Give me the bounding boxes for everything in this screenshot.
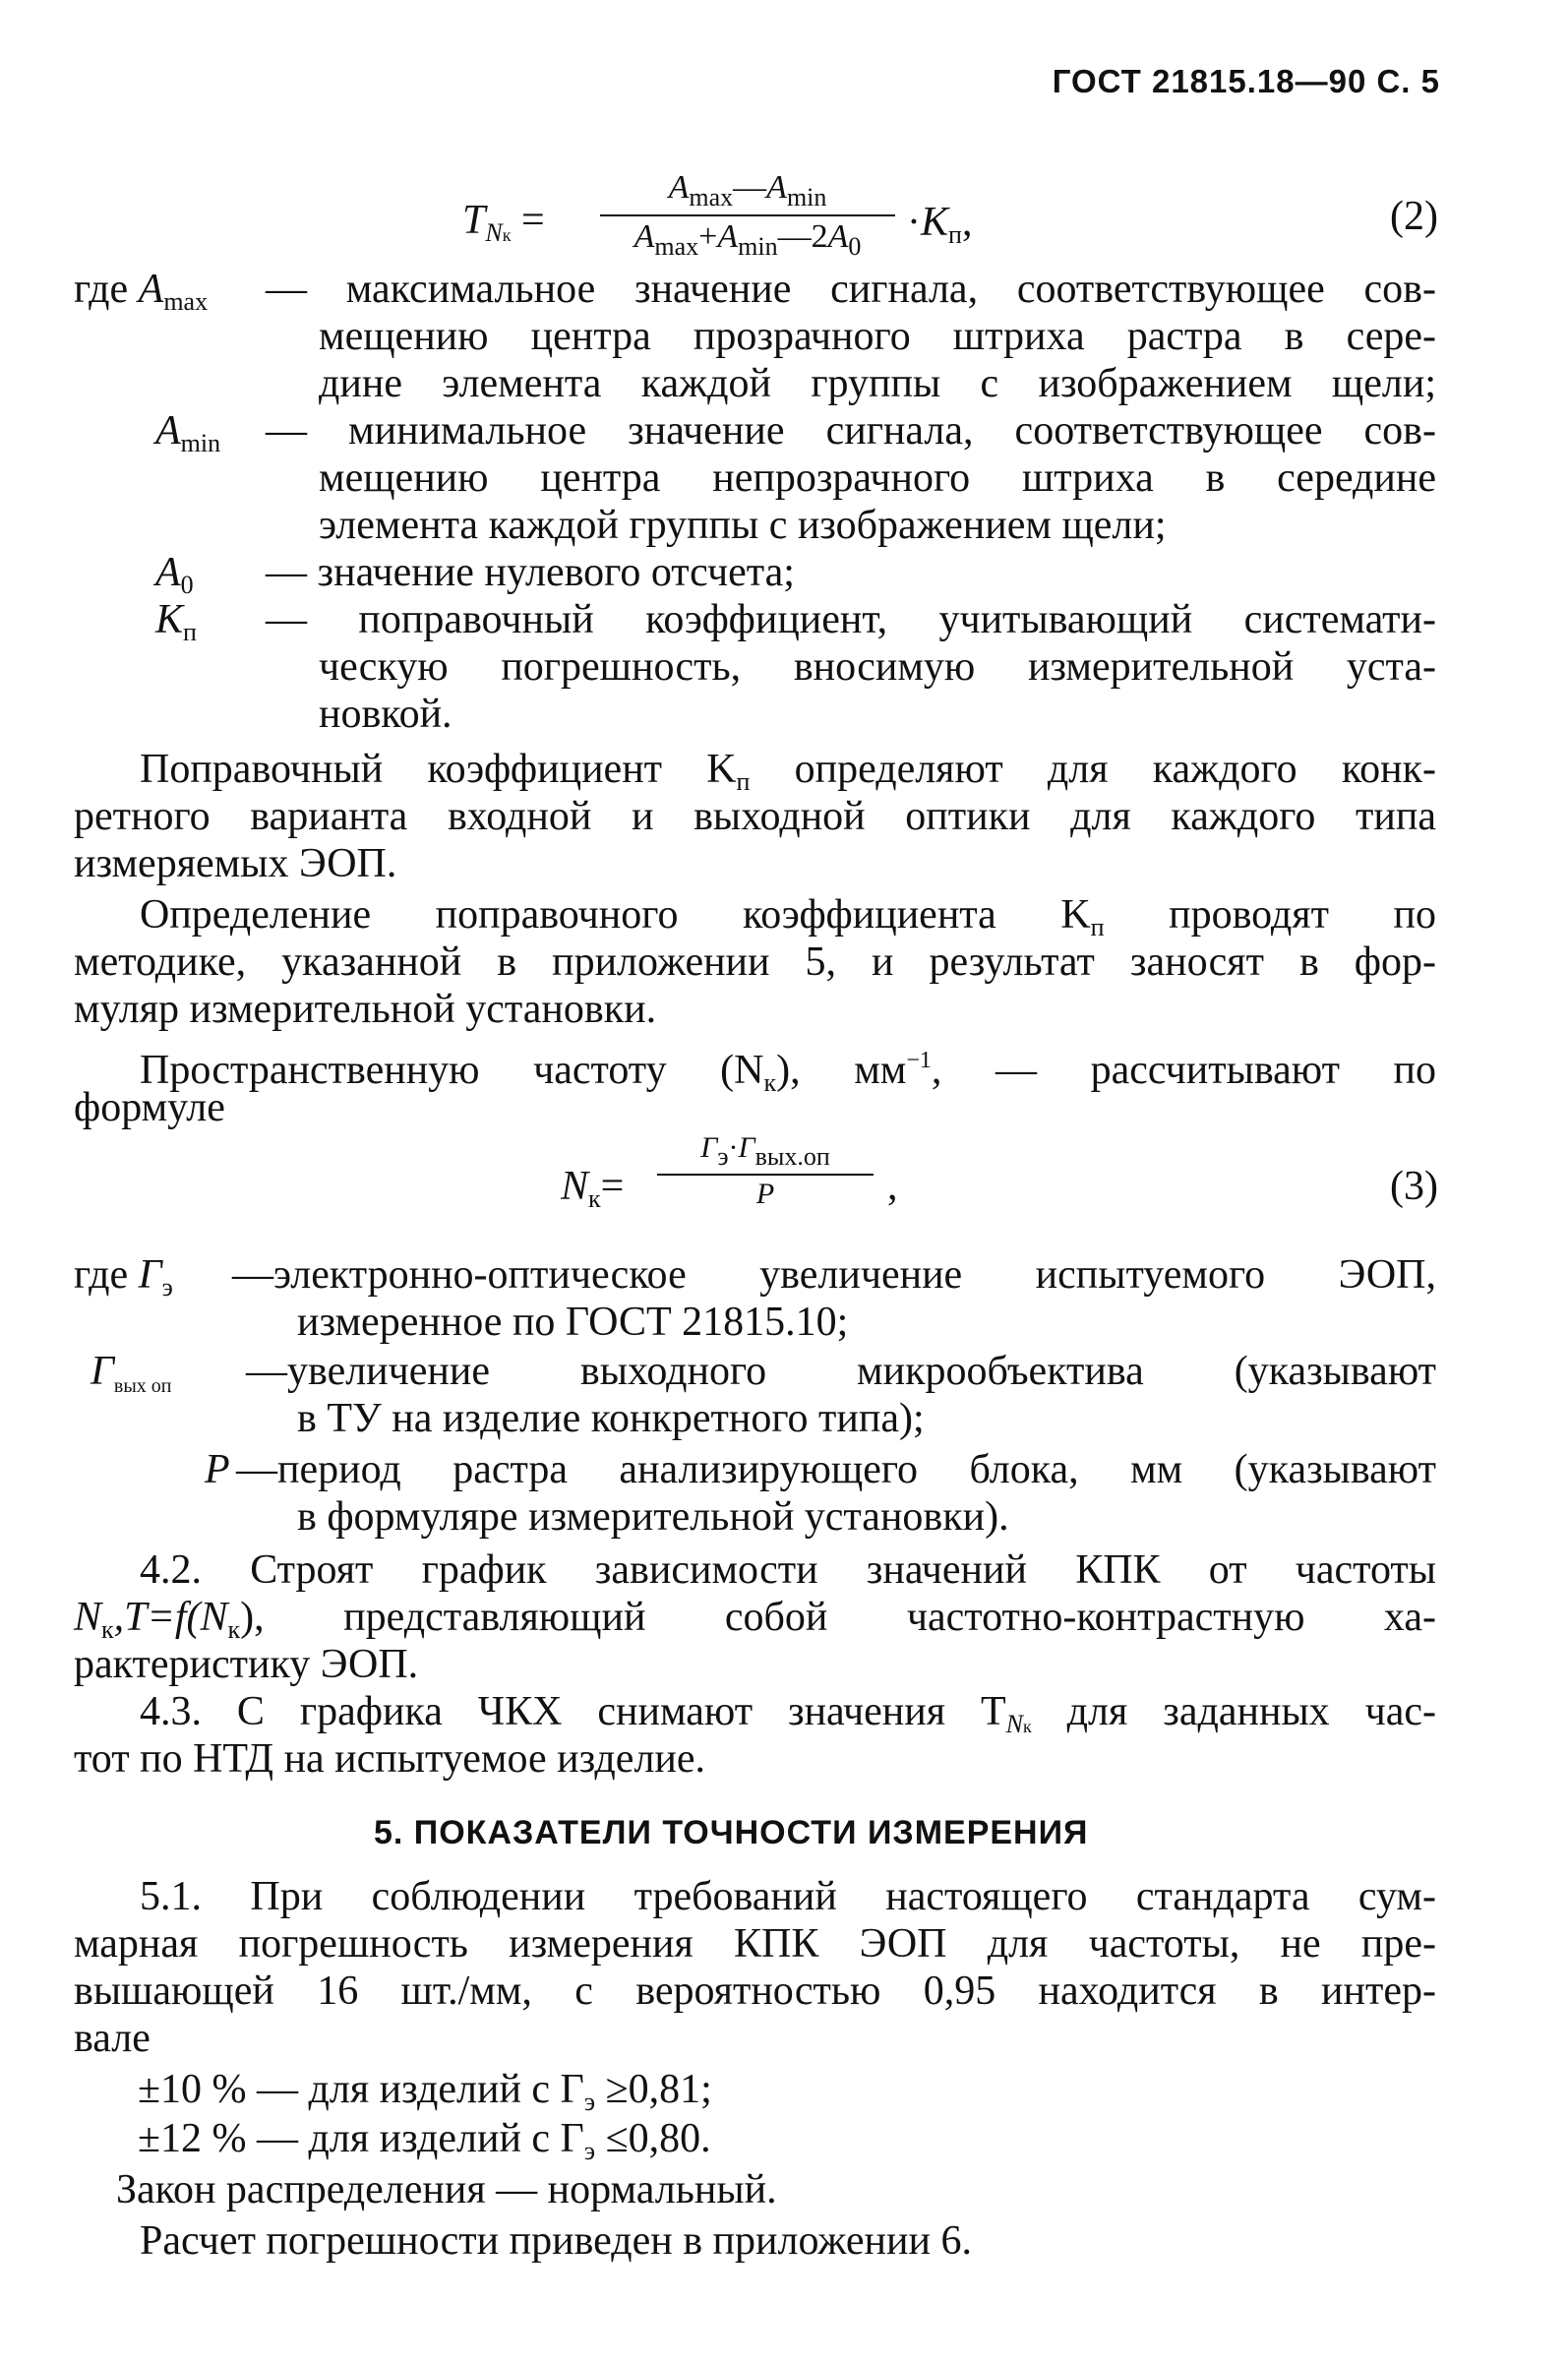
formula-3-tail: ,: [887, 1164, 898, 1209]
formula-3-denominator: P: [755, 1178, 775, 1210]
calculation-note: Расчет погрешности приведен в приложении 6.: [140, 2218, 972, 2264]
def-amax-line3: дине элемента каждой группы с изображением щели;: [319, 361, 1436, 406]
def-p-label: P: [205, 1447, 230, 1492]
formula-3-number: (3): [1390, 1164, 1438, 1209]
para2-line3: муляр измерительной установки.: [74, 987, 657, 1032]
range-1: ±10 % — для изделий с $Г_э \ge 0,81$;: [138, 2067, 712, 2116]
formula-3-fraction: [657, 1131, 874, 1211]
fraction-bar: [657, 1174, 874, 1176]
para51-line1: 5.1. При соблюдении требований настоящего стандарта сум-: [140, 1874, 1436, 1919]
def-amax-line2: мещению центра прозрачного штриха растра в сере-: [319, 314, 1436, 359]
def-gvyh-line2: в ТУ на изделие конкретного типа);: [297, 1396, 925, 1441]
para2-line2: методике, указанной в приложении 5, и результат заносят в фор-: [74, 939, 1436, 985]
def-amax-line1: — максимальное значение сигнала, соответствующее сов-: [266, 267, 1436, 312]
para42-line1: 4.2. Строят график зависимости значений КПК от частоты: [140, 1547, 1436, 1593]
para42-line3: рактеристику ЭОП.: [74, 1642, 419, 1687]
para3-line2: формуле: [74, 1085, 225, 1130]
para2-line1: Определение поправочного коэффициента $K_п$ проводят по: [140, 892, 1436, 941]
range-2: ±12 % — для изделий с $Г_э \le 0,80$.: [138, 2116, 711, 2165]
def-gvyh-label: $Г_{вых оп}$: [90, 1349, 172, 1397]
def-amin-line1: — минимальное значение сигнала, соответствующее сов-: [266, 408, 1436, 454]
para3-line1: Пространственную частоту $(N_к)$, $мм^{-1}$, — рассчитывают по: [140, 1048, 1436, 1097]
para1-line2: ретного варианта входной и выходной оптики для каждого типа: [74, 794, 1436, 839]
para43-line1: 4.3. С графика ЧКХ снимают значения $T_{Nк}$ для заданных час-: [140, 1689, 1436, 1738]
para51-line4: вале: [74, 2016, 151, 2061]
formula-2-fraction: [600, 169, 895, 262]
page-header: ГОСТ 21815.18—90 С. 5: [1052, 63, 1440, 99]
para1-line3: измеряемых ЭОП.: [74, 841, 397, 886]
def-gvyh-line1: —увеличение выходного микрообъектива (указывают: [246, 1349, 1436, 1394]
formula-3-numerator: Гэ·Гвых.оп: [700, 1131, 830, 1171]
fraction-bar: [600, 214, 895, 216]
para1-line1: Поправочный коэффициент $K_п$ определяют для каждого конк-: [140, 747, 1436, 796]
para42-line2: $N_к,T=f(N_к)$, представляющий собой частотно-контрастную ха-: [74, 1595, 1436, 1644]
distribution-law: Закон распределения — нормальный.: [116, 2167, 777, 2212]
def-ge-line1: —электронно-оптическое увеличение испытуемого ЭОП,: [232, 1252, 1436, 1298]
para51-line2: марная погрешность измерения КПК ЭОП для частоты, не пре-: [74, 1921, 1436, 1967]
def-ge-label: где $Г_э$: [74, 1252, 173, 1302]
def-amin-line2: мещению центра непрозрачного штриха в середине: [319, 455, 1436, 501]
formula-2-tail: $\cdot K_п$,: [907, 200, 973, 249]
def-kp-line2: ческую погрешность, вносимую измерительной уста-: [319, 644, 1436, 690]
formula-3-lhs: $N_к=$: [561, 1164, 625, 1213]
def-amin-line3: элемента каждой группы с изображением щели;: [319, 503, 1167, 548]
def-kp-line1: — поправочный коэффициент, учитывающий системати-: [266, 597, 1436, 642]
def-ge-line2: измеренное по ГОСТ 21815.10;: [297, 1300, 849, 1345]
para51-line3: вышающей 16 шт./мм, с вероятностью 0,95 находится в интер-: [74, 1968, 1436, 2014]
def-a0-label: $A_0$: [155, 550, 194, 599]
def-kp-label: $K_п$: [155, 597, 197, 646]
formula-2-denominator: $A_{max}+A_{min}—2A_0$: [633, 218, 862, 261]
def-p-line2: в формуляре измерительной установки).: [297, 1494, 1009, 1540]
para43-line2: тот по НТД на испытуемое изделие.: [74, 1736, 706, 1782]
section-5-heading: 5. ПОКАЗАТЕЛИ ТОЧНОСТИ ИЗМЕРЕНИЯ: [374, 1814, 1089, 1851]
formula-2-lhs: $T_{Nк}$ =: [462, 198, 545, 247]
formula-2-number: (2): [1390, 194, 1438, 239]
formula-2-numerator: $A_{max}—A_{min}$: [668, 169, 827, 212]
def-amin-label: $A_{min}$: [155, 408, 221, 457]
def-kp-line3: новкой.: [319, 692, 452, 737]
def-a0-text: — значение нулевого отсчета;: [266, 550, 795, 595]
def-p-line1: —период растра анализирующего блока, мм (указывают: [236, 1447, 1436, 1492]
def-amax-label: где $A_{max}$: [74, 267, 209, 316]
